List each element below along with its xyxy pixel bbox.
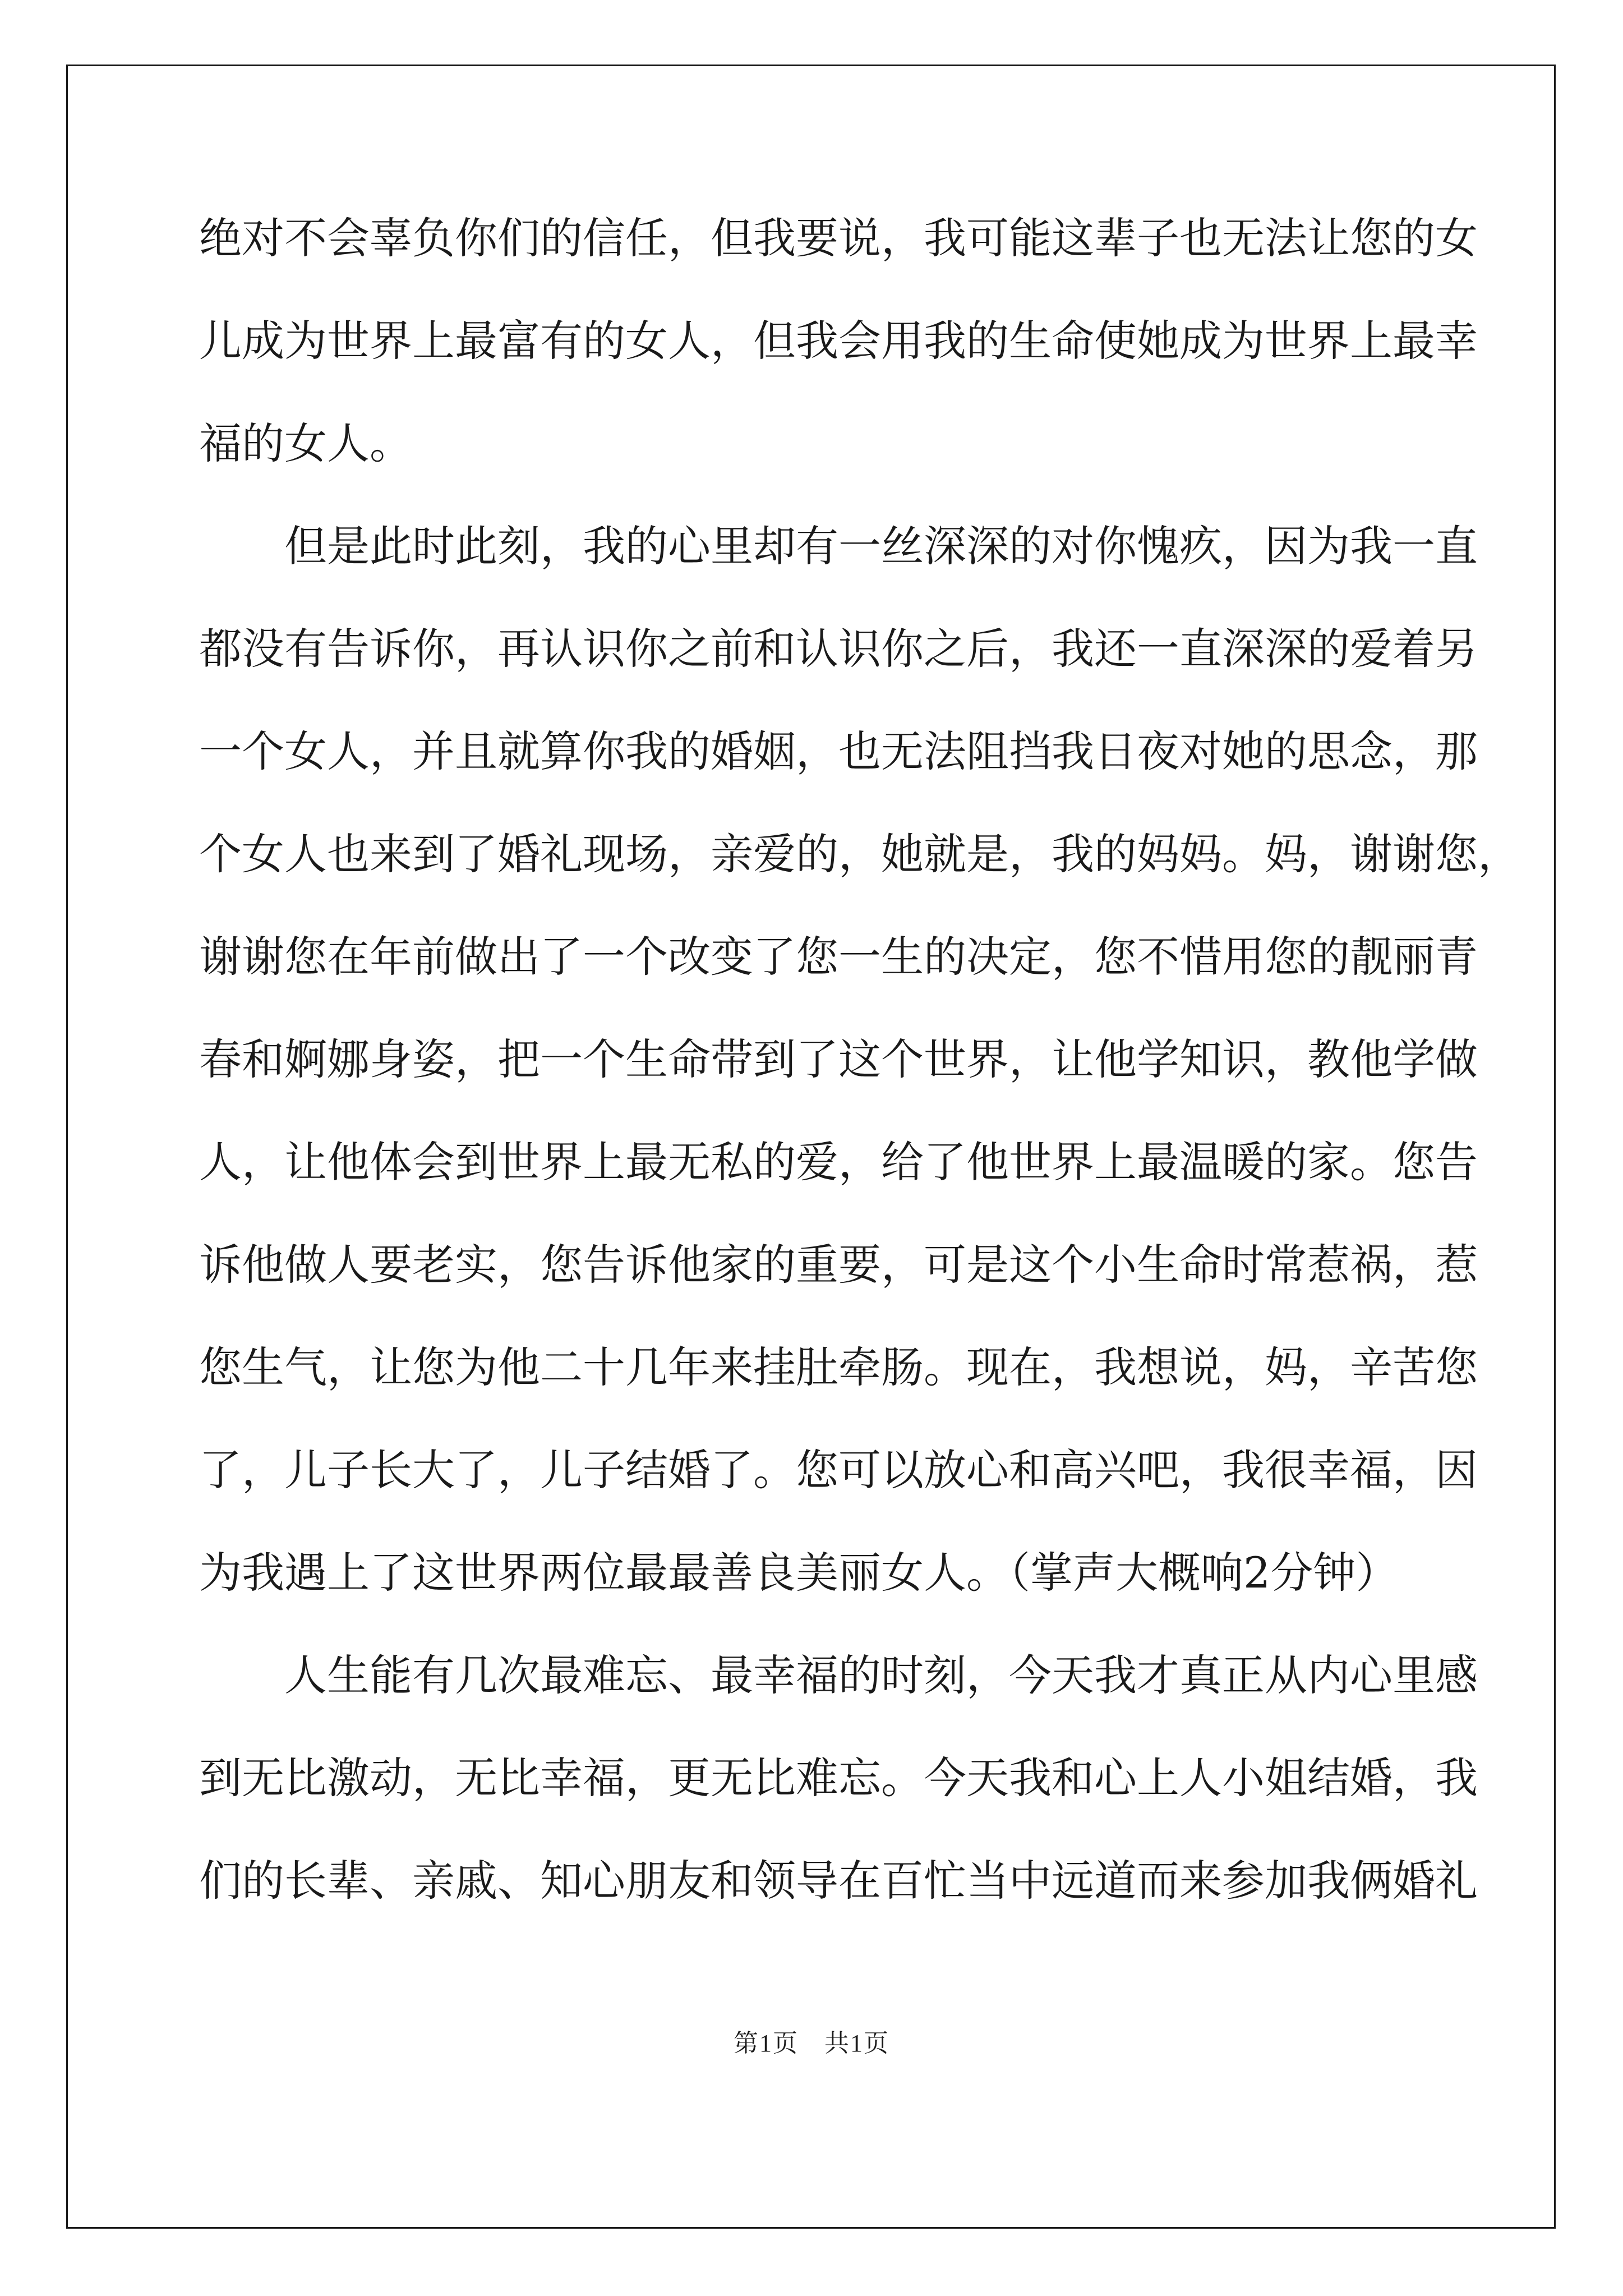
text-line: 到无比激动，无比幸福，更无比难忘。今天我和心上人小姐结婚，我 — [199, 1753, 1478, 1803]
text-line: 个女人也来到了婚礼现场，亲爱的，她就是，我的妈妈。妈，谢谢您， — [199, 829, 1520, 879]
text-line: 春和婀娜身姿，把一个生命带到了这个世界，让他学知识，教他学做 — [199, 1034, 1478, 1084]
text-line: 为我遇上了这世界两位最最善良美丽女人。（掌声大概响2分钟） — [199, 1548, 1399, 1598]
page-number-footer: 第1页 共1页 — [734, 2030, 889, 2057]
text-line: 谢谢您在年前做出了一个改变了您一生的决定，您不惜用您的靓丽青 — [199, 932, 1478, 982]
text-line: 儿成为世界上最富有的女人，但我会用我的生命使她成为世界上最幸 — [199, 316, 1478, 366]
text-line: 了，儿子长大了，儿子结婚了。您可以放心和高兴吧，我很幸福，因 — [199, 1445, 1478, 1495]
text-line: 您生气，让您为他二十几年来挂肚牵肠。现在，我想说，妈，辛苦您 — [199, 1342, 1478, 1392]
text-line: 人，让他体会到世界上最无私的爱，给了他世界上最温暖的家。您告 — [199, 1137, 1478, 1187]
text-line: 人生能有几次最难忘、最幸福的时刻，今天我才真正从内心里感 — [284, 1650, 1478, 1700]
text-line: 都没有告诉你，再认识你之前和认识你之后，我还一直深深的爱着另 — [199, 624, 1478, 674]
text-line: 诉他做人要老实，您告诉他家的重要，可是这个小生命时常惹祸，惹 — [199, 1240, 1478, 1290]
document-body — [199, 187, 1520, 1932]
text-line: 但是此时此刻，我的心里却有一丝深深的对你愧疚，因为我一直 — [284, 521, 1478, 571]
text-line: 绝对不会辜负你们的信任，但我要说，我可能这辈子也无法让您的女 — [199, 213, 1478, 263]
text-line: 一个女人，并且就算你我的婚姻，也无法阻挡我日夜对她的思念，那 — [199, 726, 1478, 776]
text-line: 们的长辈、亲戚、知心朋友和领导在百忙当中远道而来参加我俩婚礼 — [199, 1856, 1478, 1906]
text-line: 福的女人。 — [199, 418, 412, 468]
